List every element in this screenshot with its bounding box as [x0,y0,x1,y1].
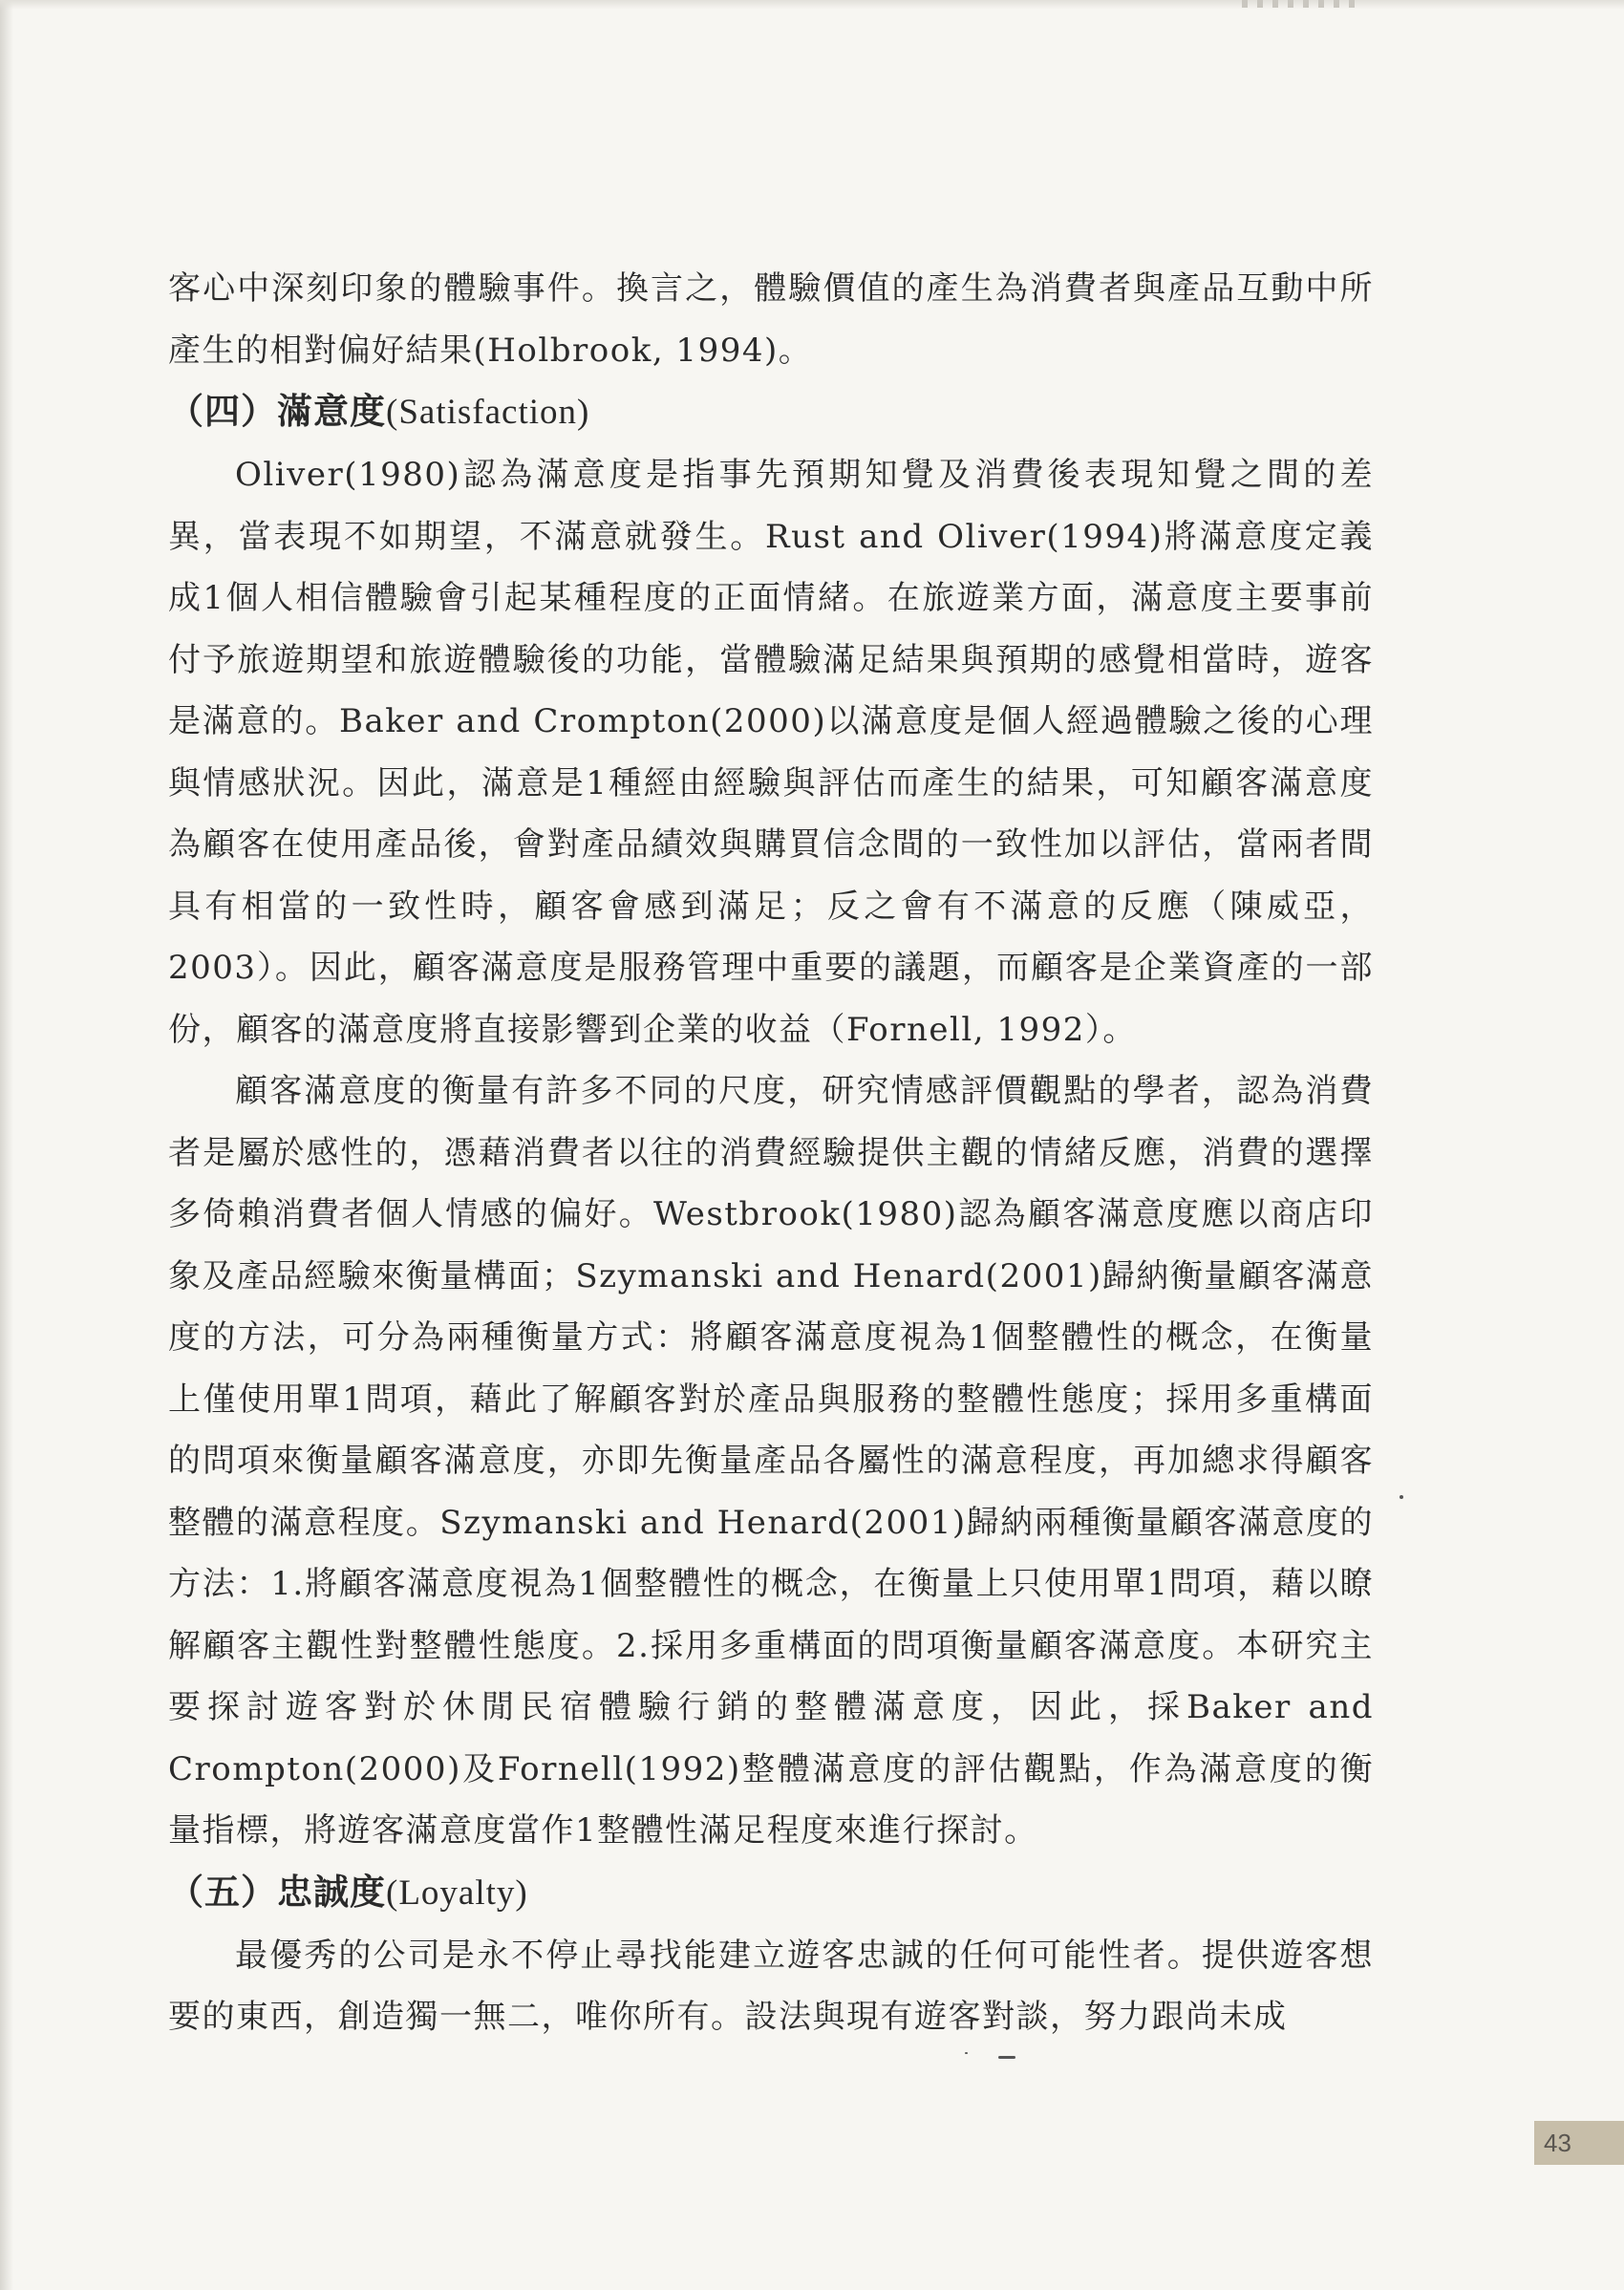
scan-speck [1400,1495,1403,1499]
body-text [168,258,1374,2048]
scan-speck [998,2056,1015,2059]
paragraph-holbrook: 客心中深刻印象的體驗事件。換言之，體驗價值的產生為消費者與產品互動中所產生的相對偏好結果(Holbrook, 1994)。 [168,269,1374,370]
heading-label: （五）忠誠度 [168,1871,386,1913]
page-number: 43 [1534,2121,1624,2165]
heading-english: (Loyalty) [386,1873,528,1913]
scan-top-shadow [0,0,1624,10]
scan-artifact [1242,0,1357,8]
scan-edge-shadow [0,0,13,2290]
section-heading-satisfaction [168,381,1374,444]
heading-english: (Satisfaction) [386,393,590,432]
section-heading-loyalty [168,1862,1374,1925]
heading-label: （四）滿意度 [168,391,386,432]
scan-speck [965,2052,968,2054]
paragraph-satisfaction-definition: Oliver(1980)認為滿意度是指事先預期知覺及消費後表現知覺之間的差異，當表現不如期望，不滿意就發生。Rust and Oliver(1994)將滿意度定義成1個人相信體驗會引起某種程度的正面情緒。在旅遊業方面，滿意度主要事前付予旅遊期望和旅遊體驗後的功能，當體驗滿足結果與預期的感覺相當時，遊客是滿意的。Baker and Crompton(2000)以滿意度是個人經過體驗之後的心理與情感狀況。因此，滿意是1種經由經驗與評估而產生的結果，可知顧客滿意度為顧客在使用產品後，會對產品績效與購買信念間的一致性加以評估，當兩者間具有相當的一致性時，顧客會感到滿足；反之會有不滿意的反應（陳威亞，2003）。因此，顧客滿意度是服務管理中重要的議題，而顧客是企業資產的一部份，顧客的滿意度將直接影響到企業的收益（Fornell, 1992）。 [168,456,1374,1049]
paragraph-loyalty: 最優秀的公司是永不停止尋找能建立遊客忠誠的任何可能性者。提供遊客想要的東西，創造獨一無二，唯你所有。設法與現有遊客對談，努力跟尚未成 [168,1936,1374,2036]
paragraph-satisfaction-measurement: 顧客滿意度的衡量有許多不同的尺度，研究情感評價觀點的學者，認為消費者是屬於感性的，憑藉消費者以往的消費經驗提供主觀的情緒反應，消費的選擇多倚賴消費者個人情感的偏好。Westbrook(1980)認為顧客滿意度應以商店印象及產品經驗來衡量構面；Szymanski and Henard(2001)歸納衡量顧客滿意度的方法，可分為兩種衡量方式：將顧客滿意度視為1個整體性的概念，在衡量上僅使用單1問項，藉此了解顧客對於產品與服務的整體性態度；採用多重構面的問項來衡量顧客滿意度，亦即先衡量產品各屬性的滿意程度，再加總求得顧客整體的滿意程度。Szymanski and Henard(2001)歸納兩種衡量顧客滿意度的方法：1.將顧客滿意度視為1個整體性的概念，在衡量上只使用單1問項，藉以瞭解顧客主觀性對整體性態度。2.採用多重構面的問項衡量顧客滿意度。本研究主要探討遊客對於休閒民宿體驗行銷的整體滿意度，因此，採Baker and Crompton(2000)及Fornell(1992)整體滿意度的評估觀點，作為滿意度的衡量指標，將遊客滿意度當作1整體性滿足程度來進行探討。 [168,1072,1374,1850]
